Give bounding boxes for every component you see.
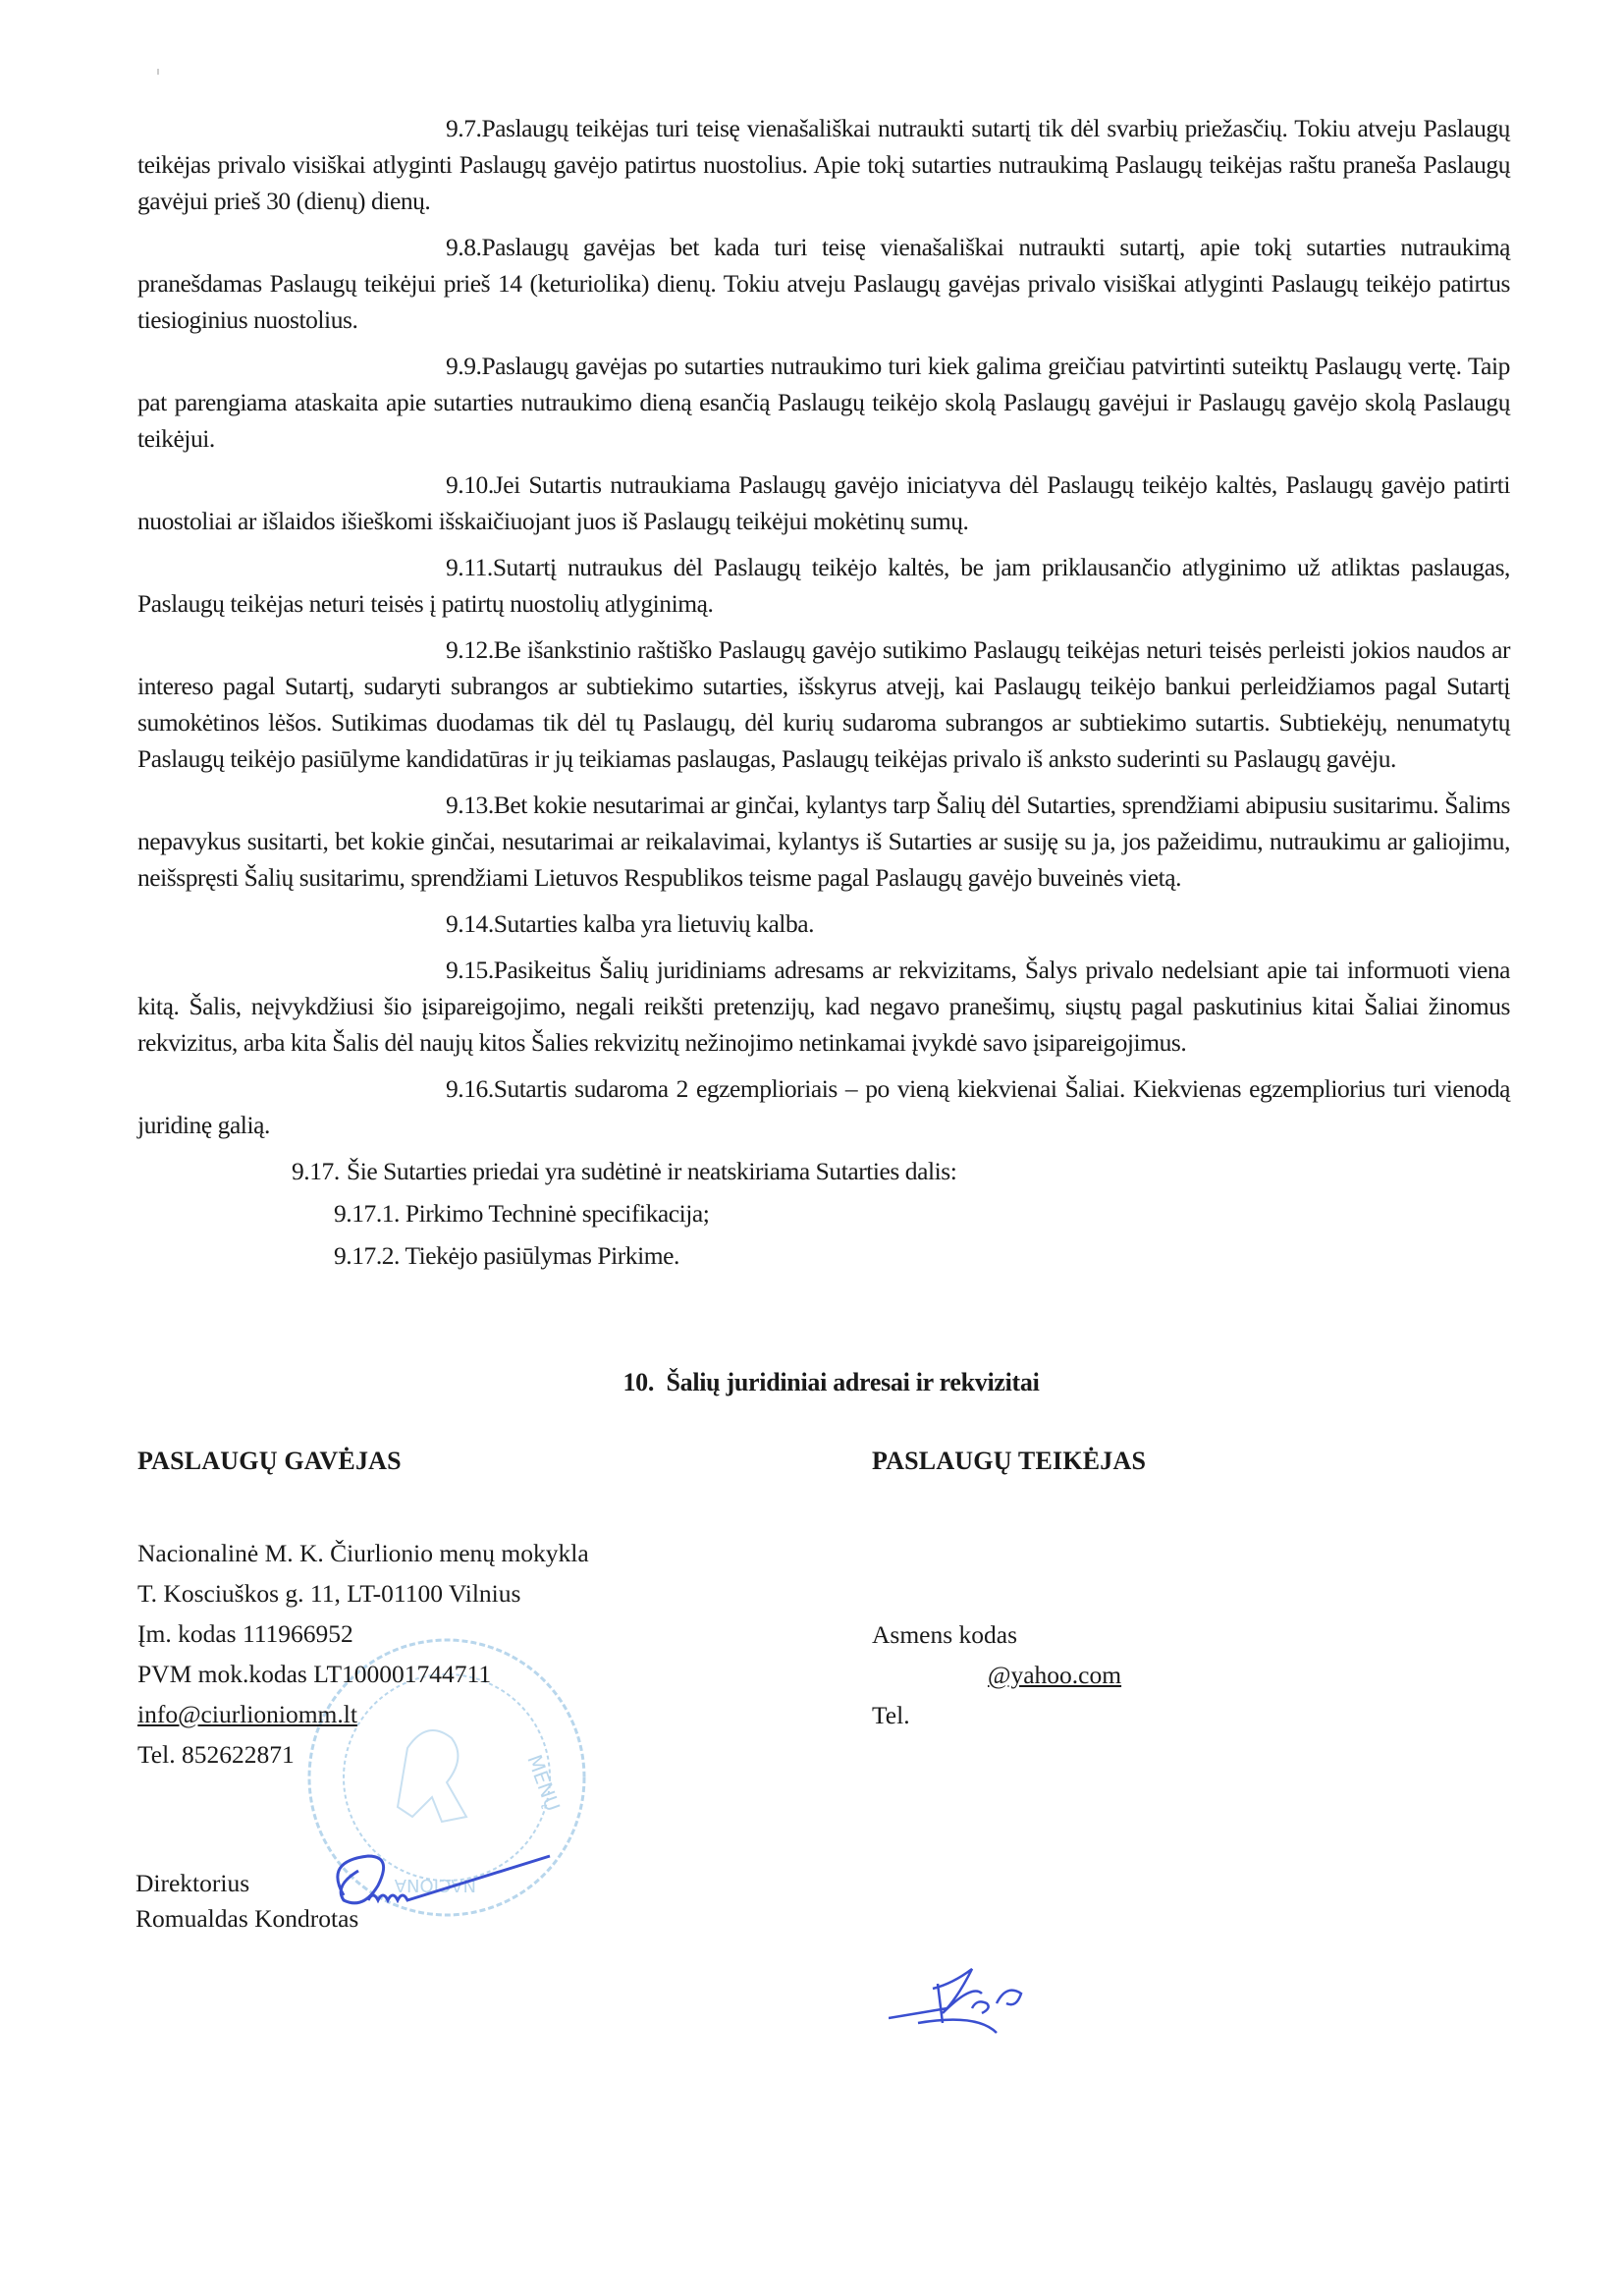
- clause-9-14: 9.14.Sutarties kalba yra lietuvių kalba.: [446, 909, 815, 938]
- provider-email-wrap: [872, 1655, 1121, 1695]
- svg-text:NACIONA: NACIONA: [394, 1875, 476, 1895]
- clause-9-7: 9.7.Paslaugų teikėjas turi teisę vienašališkai nutraukti sutartį tik dėl svarbių priežasčių. Tokiu atveju Paslaugų teikėjas privalo visiškai atlyginti Paslaugų gavėjo patirtus nuostolius. Apie tokį sutarties nutraukimą Paslaugų teikėjas raštu praneša Paslaugų gavėjui prieš 30 (dienų) dienų.: [137, 114, 1510, 215]
- recipient-name: Nacionalinė M. K. Čiurlionio menų mokykla: [137, 1539, 589, 1567]
- provider-details: [872, 1614, 1121, 1735]
- clause-9-17-2: 9.17.2. Tiekėjo pasiūlymas Pirkime.: [334, 1241, 679, 1270]
- clause-9-17-1: 9.17.1. Pirkimo Techninė specifikacija;: [334, 1199, 710, 1228]
- clause-9-16: 9.16.Sutartis sudaroma 2 egzemplioriais – po vieną kiekvienai Šaliai. Kiekvienas egzempliorius turi vienodą juridinę galią.: [137, 1074, 1510, 1139]
- provider-personal-code: Asmens kodas: [872, 1620, 1018, 1649]
- provider-phone: Tel.: [872, 1701, 910, 1729]
- clause-9-15: 9.15.Pasikeitus Šalių juridiniams adresams ar rekvizitams, Šalys privalo nedelsiant apie tai informuoti viena kitą. Šalis, neįvykdžiusi šio įsipareigojimo, negali reikšti pretenzijų, kad negavo pranešimų, siųstų pagal paskutinius kitai Šaliai žinomus rekvizitus, arba kita Šalis dėl naujų kitos Šalies rekvizitų nežinojimo netinkamai įvykdė savo įsipareigojimus.: [137, 956, 1510, 1057]
- provider-heading: PASLAUGŲ TEIKĖJAS: [872, 1447, 1147, 1475]
- scan-mark: [157, 69, 159, 75]
- recipient-address: T. Kosciuškos g. 11, LT-01100 Vilnius: [137, 1579, 521, 1608]
- signatory-role: Direktorius: [135, 1869, 250, 1897]
- clause-9-13: 9.13.Bet kokie nesutarimai ar ginčai, kylantys tarp Šalių dėl Sutarties, sprendžiami abipusiu susitarimu. Šalims nepavykus susitarti, bet kokie ginčai, nesutarimai ar reikalavimai, kylantys iš Sutarties ar susiję su ja, jos pažeidimu, nutraukimu ar galiojimu, neišspręsti Šalių susitarimu, sprendžiami Lietuvos Respublikos teisme pagal Paslaugų gavėjo buveinės vietą.: [137, 791, 1510, 892]
- clause-9-8: 9.8.Paslaugų gavėjas bet kada turi teisę vienašališkai nutraukti sutartį, apie tokį sutarties nutraukimą pranešdamas Paslaugų teikėjui prieš 14 (keturiolika) dienų. Tokiu atveju Paslaugų gavėjas privalo visiškai atlyginti Paslaugų teikėjo patirtus tiesioginius nuostolius.: [137, 233, 1510, 334]
- signatory-name: Romualdas Kondrotas: [135, 1904, 359, 1933]
- recipient-vat-code: PVM mok.kodas LT100001744711: [137, 1660, 492, 1688]
- recipient-phone: Tel. 852622871: [137, 1740, 295, 1769]
- recipient-details: [137, 1533, 589, 1775]
- recipient-company-code: Įm. kodas 111966952: [137, 1619, 353, 1648]
- director-signature-icon: [314, 1846, 560, 1925]
- provider-signature-icon: [889, 1954, 1085, 2043]
- section-10-heading: 10. Šalių juridiniai adresai ir rekvizitai: [622, 1368, 1040, 1396]
- recipient-email-link[interactable]: info@ciurlioniomm.lt: [137, 1700, 357, 1728]
- clause-9-11: 9.11.Sutartį nutraukus dėl Paslaugų teikėjo kaltės, be jam priklausančio atlyginimo už atliktas paslaugas, Paslaugų teikėjas neturi teisės į patirtų nuostolių atlyginimą.: [137, 553, 1510, 618]
- contract-body: [137, 110, 1510, 1280]
- clause-9-9: 9.9.Paslaugų gavėjas po sutarties nutraukimo turi kiek galima greičiau patvirtinti suteiktų Paslaugų vertę. Taip pat parengiama ataskaita apie sutarties nutraukimo dieną esančią Paslaugų teikėjo skolą Paslaugų gavėjui ir Paslaugų gavėjo skolą Paslaugų teikėjui.: [137, 352, 1510, 453]
- svg-text:MENŲ: MENŲ: [522, 1751, 566, 1815]
- provider-email-link[interactable]: @yahoo.com: [988, 1661, 1122, 1689]
- clause-9-12: 9.12.Be išankstinio raštiško Paslaugų gavėjo sutikimo Paslaugų teikėjas neturi teisės perleisti jokios naudos ar intereso pagal Sutartį, sudaryti subrangos ar subtiekimo sutarties, išskyrus atvejį, kai Paslaugų teikėjo bankui perleidžiamos pagal Sutartį sumokėtinos lėšos. Sutikimas duodamas tik dėl tų Paslaugų, dėl kurių sudaroma subrangos ar subtiekimo sutartis. Subtiekėjų, nenumatytų Paslaugų teikėjo pasiūlyme kandidatūras ir jų teikiamas paslaugas, Paslaugų teikėjas privalo iš anksto suderinti su Paslaugų gavėju.: [137, 635, 1510, 773]
- recipient-heading: PASLAUGŲ GAVĖJAS: [137, 1447, 402, 1475]
- clause-9-17: 9.17. Šie Sutarties priedai yra sudėtinė ir neatskiriama Sutarties dalis:: [292, 1157, 957, 1185]
- clause-9-10: 9.10.Jei Sutartis nutraukiama Paslaugų gavėjo iniciatyva dėl Paslaugų teikėjo kaltės, Paslaugų gavėjo patirti nuostoliai ar išlaidos išieškomi išskaičiuojant juos iš Paslaugų teikėjui mokėtinų sumų.: [137, 470, 1510, 535]
